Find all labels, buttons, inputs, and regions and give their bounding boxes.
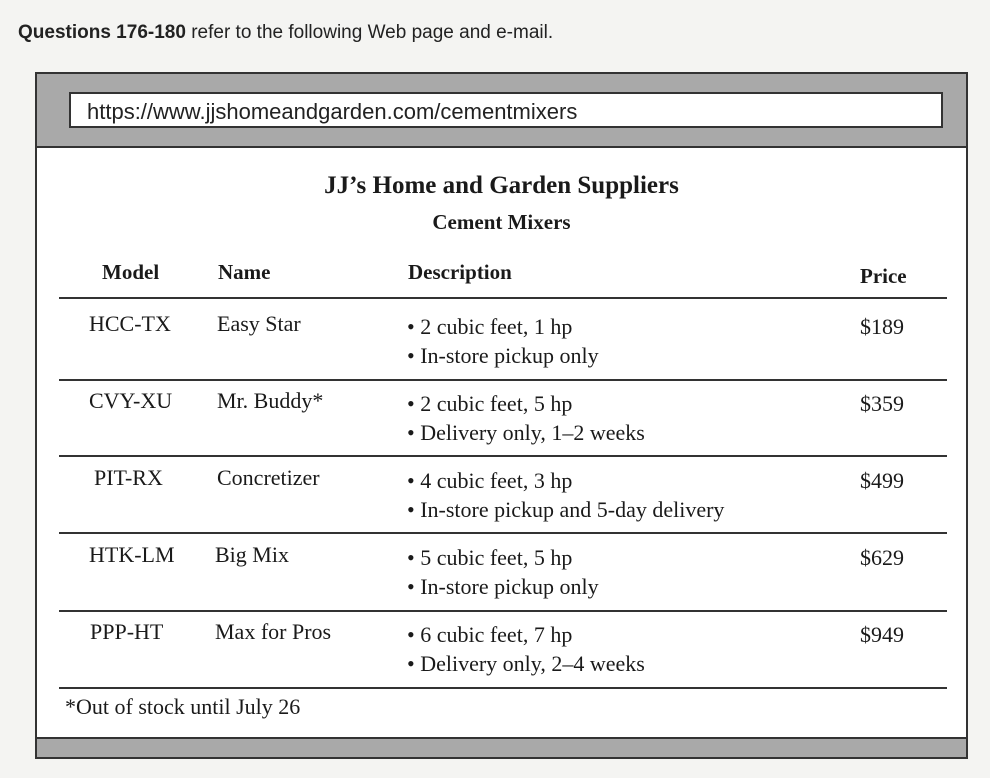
row-name: Max for Pros [215, 619, 332, 644]
row-divider [59, 610, 947, 612]
header-divider [59, 297, 947, 299]
question-range: Questions 176-180 [18, 22, 186, 43]
row-model: PPP-HT [90, 619, 164, 644]
web-page-frame [35, 72, 968, 759]
browser-bar [37, 74, 966, 148]
row-model: PIT-RX [94, 465, 163, 490]
row-price: $499 [860, 468, 904, 493]
header-description: Description [408, 260, 512, 284]
page-bottom-bar [37, 737, 966, 757]
row-divider [59, 455, 947, 457]
question-intro-text: refer to the following Web page and e-mail. [185, 22, 554, 43]
row-price: $359 [860, 391, 904, 416]
row-name: Mr. Buddy* [217, 388, 324, 413]
header-price: Price [860, 264, 907, 288]
row-desc-line1: • 6 cubic feet, 7 hp [407, 622, 572, 648]
url-bar[interactable]: https://www.jjshomeandgarden.com/cementmixers [69, 92, 943, 128]
row-divider [59, 532, 947, 534]
row-desc-line2: • In-store pickup only [407, 574, 599, 600]
row-price: $189 [860, 314, 904, 339]
row-desc-line2: • Delivery only, 2–4 weeks [407, 651, 645, 677]
row-price: $949 [860, 622, 904, 647]
row-model: HCC-TX [89, 311, 171, 336]
row-name: Big Mix [215, 542, 289, 567]
row-desc-line1: • 4 cubic feet, 3 hp [407, 468, 572, 494]
page-subtitle: Cement Mixers [432, 210, 571, 234]
row-model: HTK-LM [89, 542, 175, 567]
footnote: *Out of stock until July 26 [65, 694, 301, 719]
row-desc-line1: • 2 cubic feet, 1 hp [407, 314, 572, 340]
question-intro [18, 22, 553, 44]
row-name: Concretizer [217, 465, 320, 490]
row-desc-line2: • In-store pickup only [407, 343, 599, 369]
header-model: Model [102, 260, 160, 284]
row-model: CVY-XU [89, 388, 173, 413]
row-desc-line1: • 2 cubic feet, 5 hp [407, 391, 572, 417]
header-name: Name [218, 260, 271, 284]
row-price: $629 [860, 545, 904, 570]
row-desc-line2: • Delivery only, 1–2 weeks [407, 420, 645, 446]
row-name: Easy Star [217, 311, 301, 336]
table-bottom-divider [59, 687, 947, 689]
row-desc-line2: • In-store pickup and 5-day delivery [407, 497, 724, 523]
row-divider [59, 379, 947, 381]
page-title: JJ’s Home and Garden Suppliers [324, 172, 679, 199]
row-desc-line1: • 5 cubic feet, 5 hp [407, 545, 572, 571]
